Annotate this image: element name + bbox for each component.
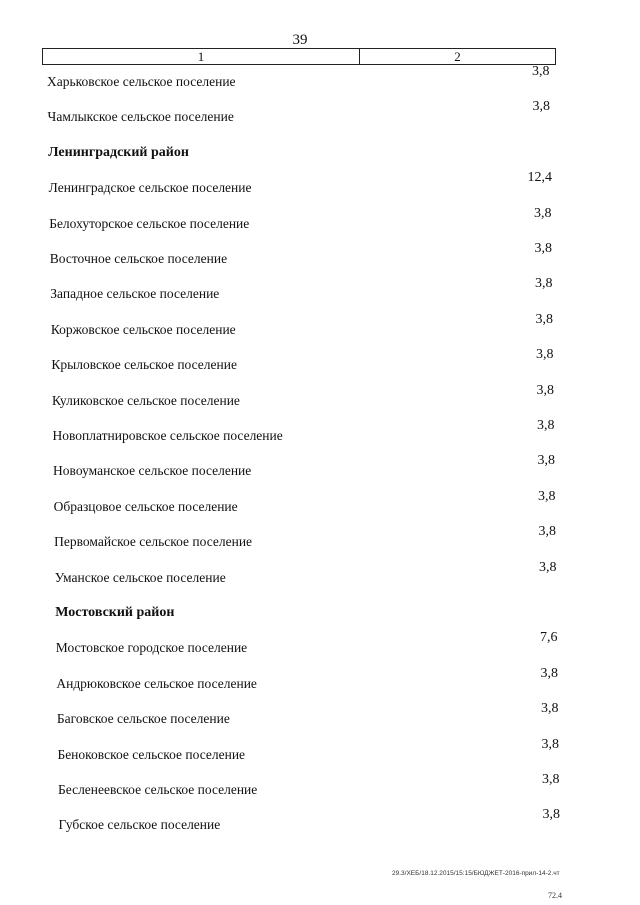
settlement-name: Белохуторское сельское поселение xyxy=(49,215,250,231)
settlement-value: 3,8 xyxy=(532,99,550,115)
settlement-name: Бесленеевское сельское поселение xyxy=(58,782,258,797)
settlement-value: 3,8 xyxy=(540,665,558,681)
settlement-value: 7,6 xyxy=(540,630,558,646)
page-number: 39 xyxy=(292,32,308,48)
settlement-name: Ленинградское сельское поселение xyxy=(48,180,252,196)
settlement-value: 3,8 xyxy=(534,205,552,221)
settlement-name: Андрюковское сельское поселение xyxy=(56,675,257,691)
settlement-name: Новоуманское сельское поселение xyxy=(53,463,252,479)
settlement-name: Крыловское сельское поселение xyxy=(51,357,237,373)
settlement-value: 3,8 xyxy=(537,453,555,469)
settlement-name: Образцовое сельское поселение xyxy=(53,498,238,514)
footer-mark: 72.4 xyxy=(548,891,562,900)
settlement-value: 3,8 xyxy=(541,701,559,717)
settlement-value: 3,8 xyxy=(538,524,556,540)
settlement-name: Баговское сельское поселение xyxy=(56,711,230,727)
settlement-value: 3,8 xyxy=(539,559,557,575)
settlement-value: 3,8 xyxy=(541,736,559,752)
settlement-value: 3,8 xyxy=(532,64,550,79)
settlement-value: 3,8 xyxy=(537,418,555,433)
settlement-name: Первомайское сельское поселение xyxy=(54,534,253,550)
settlement-name: Беноковское сельское поселение xyxy=(57,746,246,762)
settlement-name: Новоплатнировское сельское поселение xyxy=(52,428,283,443)
settlement-value: 3,8 xyxy=(535,311,553,327)
settlement-value: 3,8 xyxy=(536,382,554,398)
settlement-name: Западное сельское поселение xyxy=(50,286,220,302)
settlement-value: 3,8 xyxy=(542,807,560,823)
settlement-value: 12,4 xyxy=(527,170,552,186)
column-header-2: 2 xyxy=(360,49,556,65)
settlement-name: Восточное сельское поселение xyxy=(49,251,228,266)
column-header-1: 1 xyxy=(43,49,360,65)
settlement-value: 3,8 xyxy=(536,347,554,363)
district-name: Ленинградский район xyxy=(48,144,189,160)
settlement-name: Чамлыкское сельское поселение xyxy=(47,109,234,125)
footer-file-reference: 29.3/ХЕБ/18.12.2015/15:15/БЮДЖЕТ-2016-прил-14-2.чт xyxy=(392,870,560,877)
settlement-value: 3,8 xyxy=(538,488,556,504)
settlement-name: Коржовское сельское поселение xyxy=(50,321,236,337)
settlement-name: Куликовское сельское поселение xyxy=(51,392,240,408)
settlement-value: 3,8 xyxy=(535,276,553,292)
settlement-name: Уманское сельское поселение xyxy=(54,569,226,585)
settlement-name: Губское сельское поселение xyxy=(58,817,221,833)
settlement-name: Харьковское сельское поселение xyxy=(47,74,236,89)
settlement-value: 3,8 xyxy=(542,772,560,787)
settlement-value: 3,8 xyxy=(534,241,552,256)
district-name: Мостовский район xyxy=(55,605,175,620)
settlement-name: Мостовское городское поселение xyxy=(55,640,248,656)
